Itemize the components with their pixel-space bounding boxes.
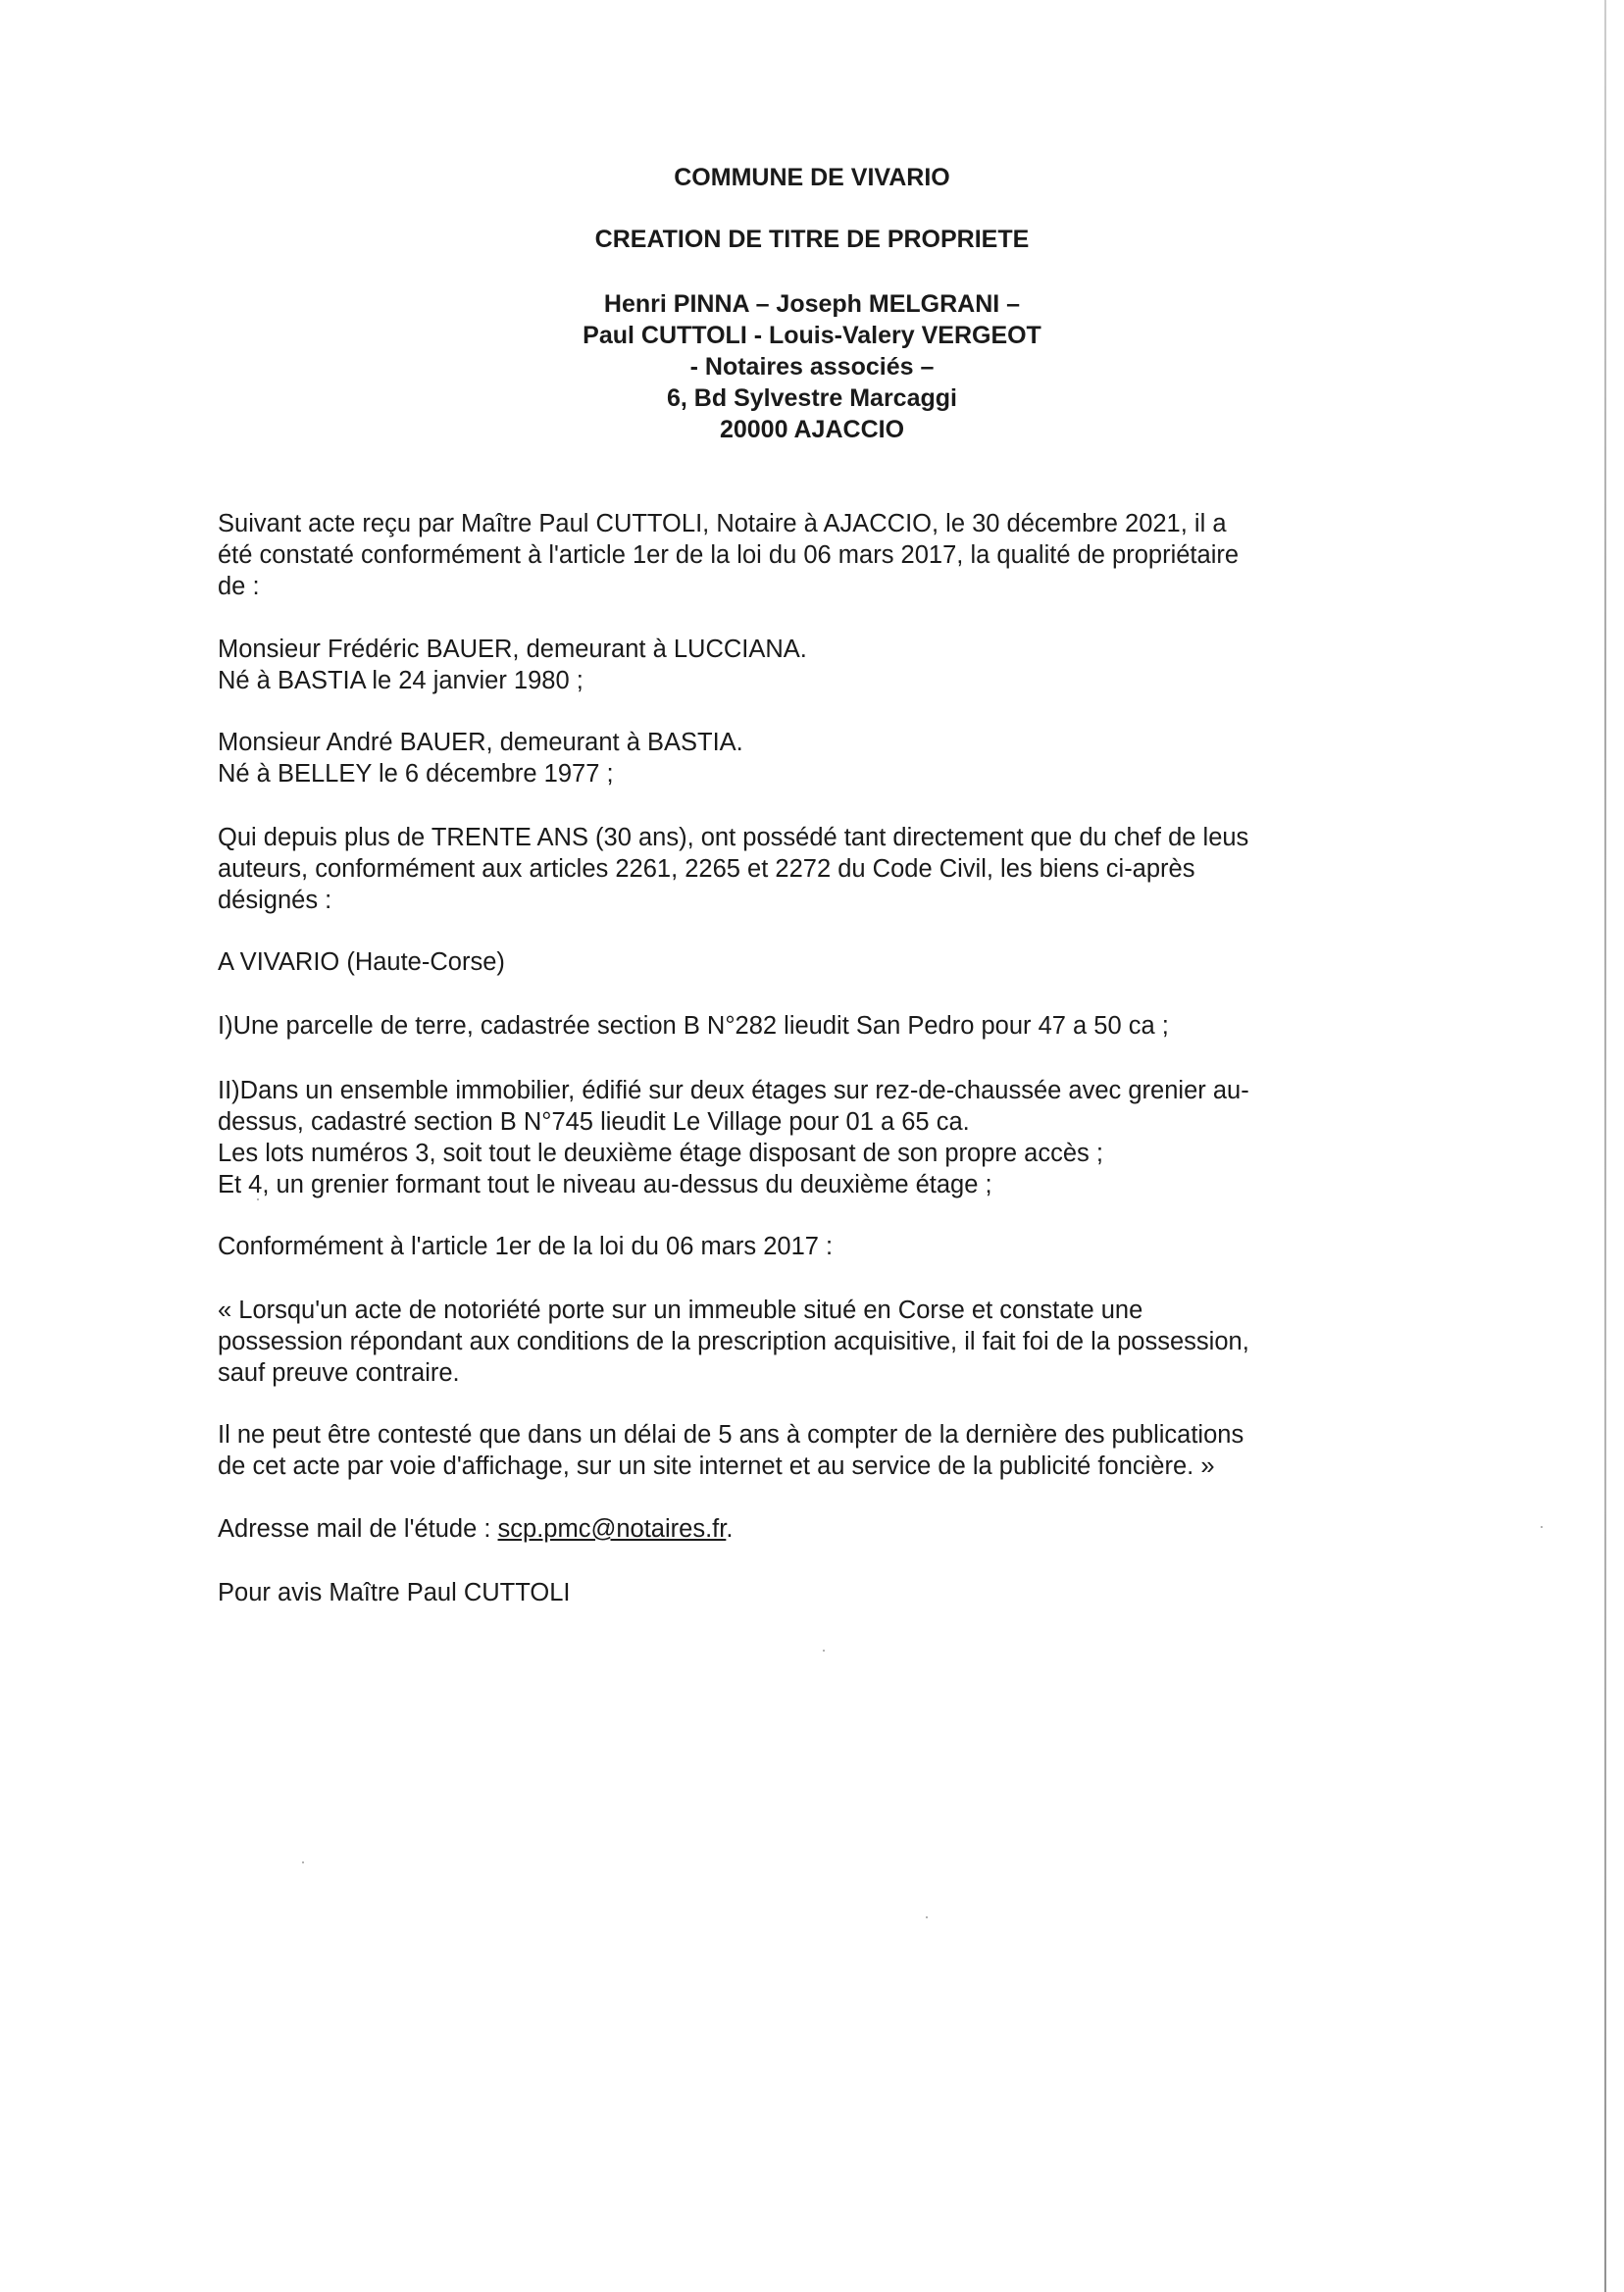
adresse-end: .: [726, 1515, 734, 1543]
scan-speck: [1541, 1526, 1543, 1528]
text-line: Les lots numéros 3, soit tout le deuxième étage disposant de son propre accès ;: [218, 1140, 1103, 1167]
scan-speck: [257, 1198, 259, 1200]
text-line: Monsieur Frédéric BAUER, demeurant à LUCCIANA.: [218, 636, 807, 663]
avis-paragraph: [218, 1577, 1395, 1608]
citation-paragraph-2: [218, 1419, 1395, 1482]
scan-speck: [926, 1916, 928, 1918]
text-line: Né à BASTIA le 24 janvier 1980 ;: [218, 667, 584, 694]
document-title: CREATION DE TITRE DE PROPRIETE: [594, 226, 1030, 253]
text-line: dessus, cadastré section B N°745 lieudit Le Village pour 01 a 65 ca.: [218, 1108, 970, 1136]
text-line: été constaté conformément à l'article 1er de la loi du 06 mars 2017, la qualité de propriétaire: [218, 541, 1240, 569]
text-line: Qui depuis plus de TRENTE ANS (30 ans), ont possédé tant directement que du chef de leus: [218, 824, 1249, 851]
notaires-block: [0, 288, 1624, 445]
notaires-line: Paul CUTTOLI - Louis-Valery VERGEOT: [583, 322, 1041, 349]
text-line: possession répondant aux conditions de la prescription acquisitive, il fait foi de la possession,: [218, 1328, 1249, 1355]
lieu-paragraph: [218, 946, 1395, 978]
text-line: Il ne peut être contesté que dans un délai de 5 ans à compter de la dernière des publications: [218, 1421, 1244, 1449]
owner-paragraph-1: [218, 634, 1395, 696]
adresse-label: Adresse mail de l'étude :: [218, 1515, 498, 1543]
text-line: de cet acte par voie d'affichage, sur un site internet et au service de la publicité foncière. »: [218, 1452, 1215, 1480]
conformement-paragraph: [218, 1231, 1395, 1262]
owner-paragraph-2: [218, 727, 1395, 789]
text-line: Monsieur André BAUER, demeurant à BASTIA.: [218, 729, 743, 756]
email-link[interactable]: scp.pmc@notaires.fr: [497, 1515, 727, 1543]
notaires-line: - Notaires associés –: [689, 353, 935, 381]
possession-paragraph: [218, 822, 1395, 916]
text-line: Et 4, un grenier formant tout le niveau au-dessus du deuxième étage ;: [218, 1171, 992, 1198]
commune-title: COMMUNE DE VIVARIO: [674, 164, 950, 191]
bien-2-paragraph: [218, 1075, 1395, 1200]
text-line: Né à BELLEY le 6 décembre 1977 ;: [218, 760, 614, 788]
notaires-line: 20000 AJACCIO: [719, 416, 905, 443]
notaires-line: 6, Bd Sylvestre Marcaggi: [667, 384, 957, 412]
scan-speck: [823, 1650, 825, 1652]
bien-1-paragraph: [218, 1010, 1395, 1042]
text-line: Conformément à l'article 1er de la loi du 06 mars 2017 :: [218, 1233, 834, 1260]
text-line: auteurs, conformément aux articles 2261, 2265 et 2272 du Code Civil, les biens ci-après: [218, 855, 1195, 883]
citation-paragraph-1: [218, 1295, 1395, 1389]
text-line: sauf preuve contraire.: [218, 1359, 460, 1387]
notaires-line: Henri PINNA – Joseph MELGRANI –: [603, 290, 1021, 318]
text-line: I)Une parcelle de terre, cadastrée section B N°282 lieudit San Pedro pour 47 a 50 ca ;: [218, 1012, 1169, 1040]
adresse-paragraph: [218, 1513, 1395, 1545]
text-line: de :: [218, 573, 260, 600]
scan-speck: [302, 1861, 304, 1863]
text-line: désignés :: [218, 887, 332, 914]
text-line: A VIVARIO (Haute-Corse): [218, 948, 505, 976]
text-line: Suivant acte reçu par Maître Paul CUTTOLI, Notaire à AJACCIO, le 30 décembre 2021, il a: [218, 510, 1227, 537]
adresse-line: [218, 1513, 1395, 1545]
intro-paragraph: [218, 508, 1395, 602]
text-line: Pour avis Maître Paul CUTTOLI: [218, 1579, 571, 1606]
text-line: « Lorsqu'un acte de notoriété porte sur un immeuble situé en Corse et constate une: [218, 1297, 1143, 1324]
text-line: II)Dans un ensemble immobilier, édifié sur deux étages sur rez-de-chaussée avec grenier au-: [218, 1077, 1249, 1104]
